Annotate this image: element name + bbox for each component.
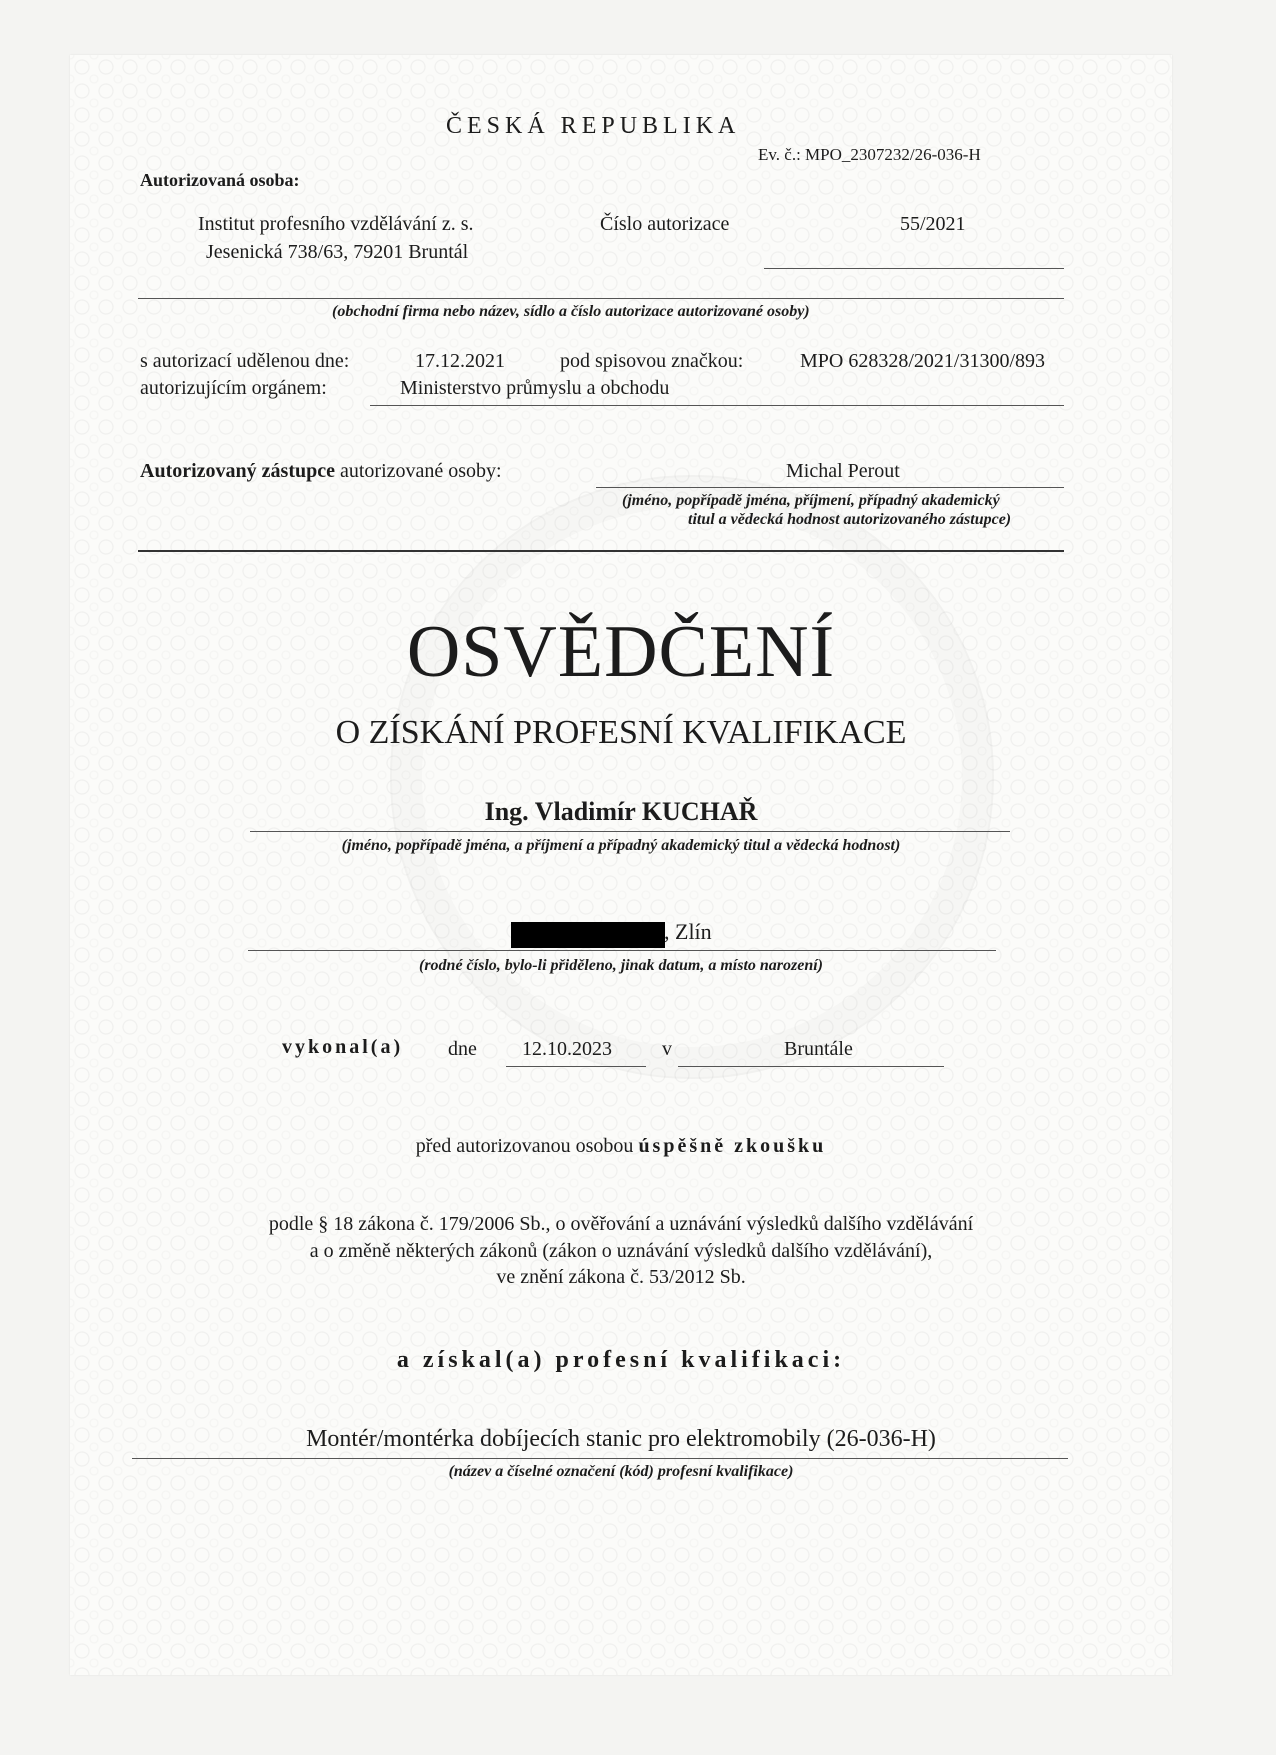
authorized-person-line — [138, 298, 1064, 299]
exam-date: 12.10.2023 — [522, 1038, 612, 1060]
exam-place: Bruntále — [784, 1038, 853, 1060]
law-text-1: podle § 18 zákona č. 179/2006 Sb., o ověřování a uznávání výsledků dalšího vzdělávání — [268, 1213, 974, 1235]
authorized-person-name: Institut profesního vzdělávání z. s. — [198, 213, 474, 235]
birth-line — [248, 950, 996, 951]
qualification-hint: (název a číselné označení (kód) profesní kvalifikace) — [448, 1463, 794, 1480]
authorized-person-hint: (obchodní firma nebo název, sídlo a číslo autorizace autorizované osoby) — [332, 303, 810, 320]
authorized-person-address: Jesenická 738/63, 79201 Bruntál — [206, 241, 469, 263]
representative-hint-1: (jméno, popřípadě jména, příjmení, případný akademický — [622, 492, 1000, 509]
redacted-birth-number — [511, 922, 665, 948]
exam-place-line — [678, 1066, 944, 1067]
exam-date-label: dne — [448, 1038, 477, 1060]
representative-name: Michal Perout — [786, 460, 900, 482]
exam-result: před autorizovanou osobou úspěšně zkoušku — [415, 1135, 827, 1157]
representative-label: Autorizovaný zástupce autorizované osoby: — [140, 460, 502, 482]
exam-date-line — [506, 1066, 646, 1067]
evidence-number: Ev. č.: MPO_2307232/26-036-H — [758, 145, 981, 164]
birth-hint: (rodné číslo, bylo-li přiděleno, jinak datum, a místo narození) — [418, 957, 824, 974]
law-text-3: ve znění zákona č. 53/2012 Sb. — [496, 1266, 746, 1288]
exam-place-label: v — [662, 1038, 672, 1060]
birthplace: , Zlín — [664, 919, 712, 944]
certificate-title: OSVĚDČENÍ — [406, 611, 836, 693]
qualification-line — [132, 1458, 1068, 1459]
holder-name: Ing. Vladimír KUCHAŘ — [484, 797, 758, 826]
file-number-label: pod spisovou značkou: — [560, 350, 744, 372]
authorization-number-line — [764, 268, 1064, 269]
organ-line — [370, 405, 1064, 406]
granted-date: 17.12.2021 — [415, 350, 505, 372]
authorizing-organ: Ministerstvo průmyslu a obchodu — [400, 377, 670, 399]
certificate-page — [70, 55, 1172, 1675]
organ-label: autorizujícím orgánem: — [140, 377, 327, 399]
authorization-number: 55/2021 — [900, 213, 966, 235]
country-heading: ČESKÁ REPUBLIKA — [446, 113, 741, 139]
authorized-person-heading: Autorizovaná osoba: — [140, 170, 300, 190]
section-divider — [138, 550, 1064, 552]
certificate-subtitle: O ZÍSKÁNÍ PROFESNÍ KVALIFIKACE — [335, 714, 907, 751]
qualification-heading: a získal(a) profesní kvalifikaci: — [396, 1347, 846, 1373]
holder-name-line — [250, 831, 1010, 832]
granted-label: s autorizací udělenou dne: — [140, 350, 350, 372]
state-seal-watermark — [390, 475, 994, 1079]
representative-hint-2: titul a vědecká hodnost autorizovaného zástupce) — [688, 511, 1012, 528]
law-text-2: a o změně některých zákonů (zákon o uznávání výsledků dalšího vzdělávání), — [309, 1240, 933, 1262]
authorization-number-label: Číslo autorizace — [600, 213, 730, 235]
representative-line — [596, 487, 1064, 488]
file-number: MPO 628328/2021/31300/893 — [800, 350, 1046, 372]
holder-name-hint: (jméno, popřípadě jména, a příjmení a případný akademický titul a vědecká hodnost) — [341, 837, 901, 854]
exam-performed-label: vykonal(a) — [282, 1036, 404, 1058]
qualification-name: Montér/montérka dobíjecích stanic pro elektromobily (26-036-H) — [306, 1426, 936, 1452]
